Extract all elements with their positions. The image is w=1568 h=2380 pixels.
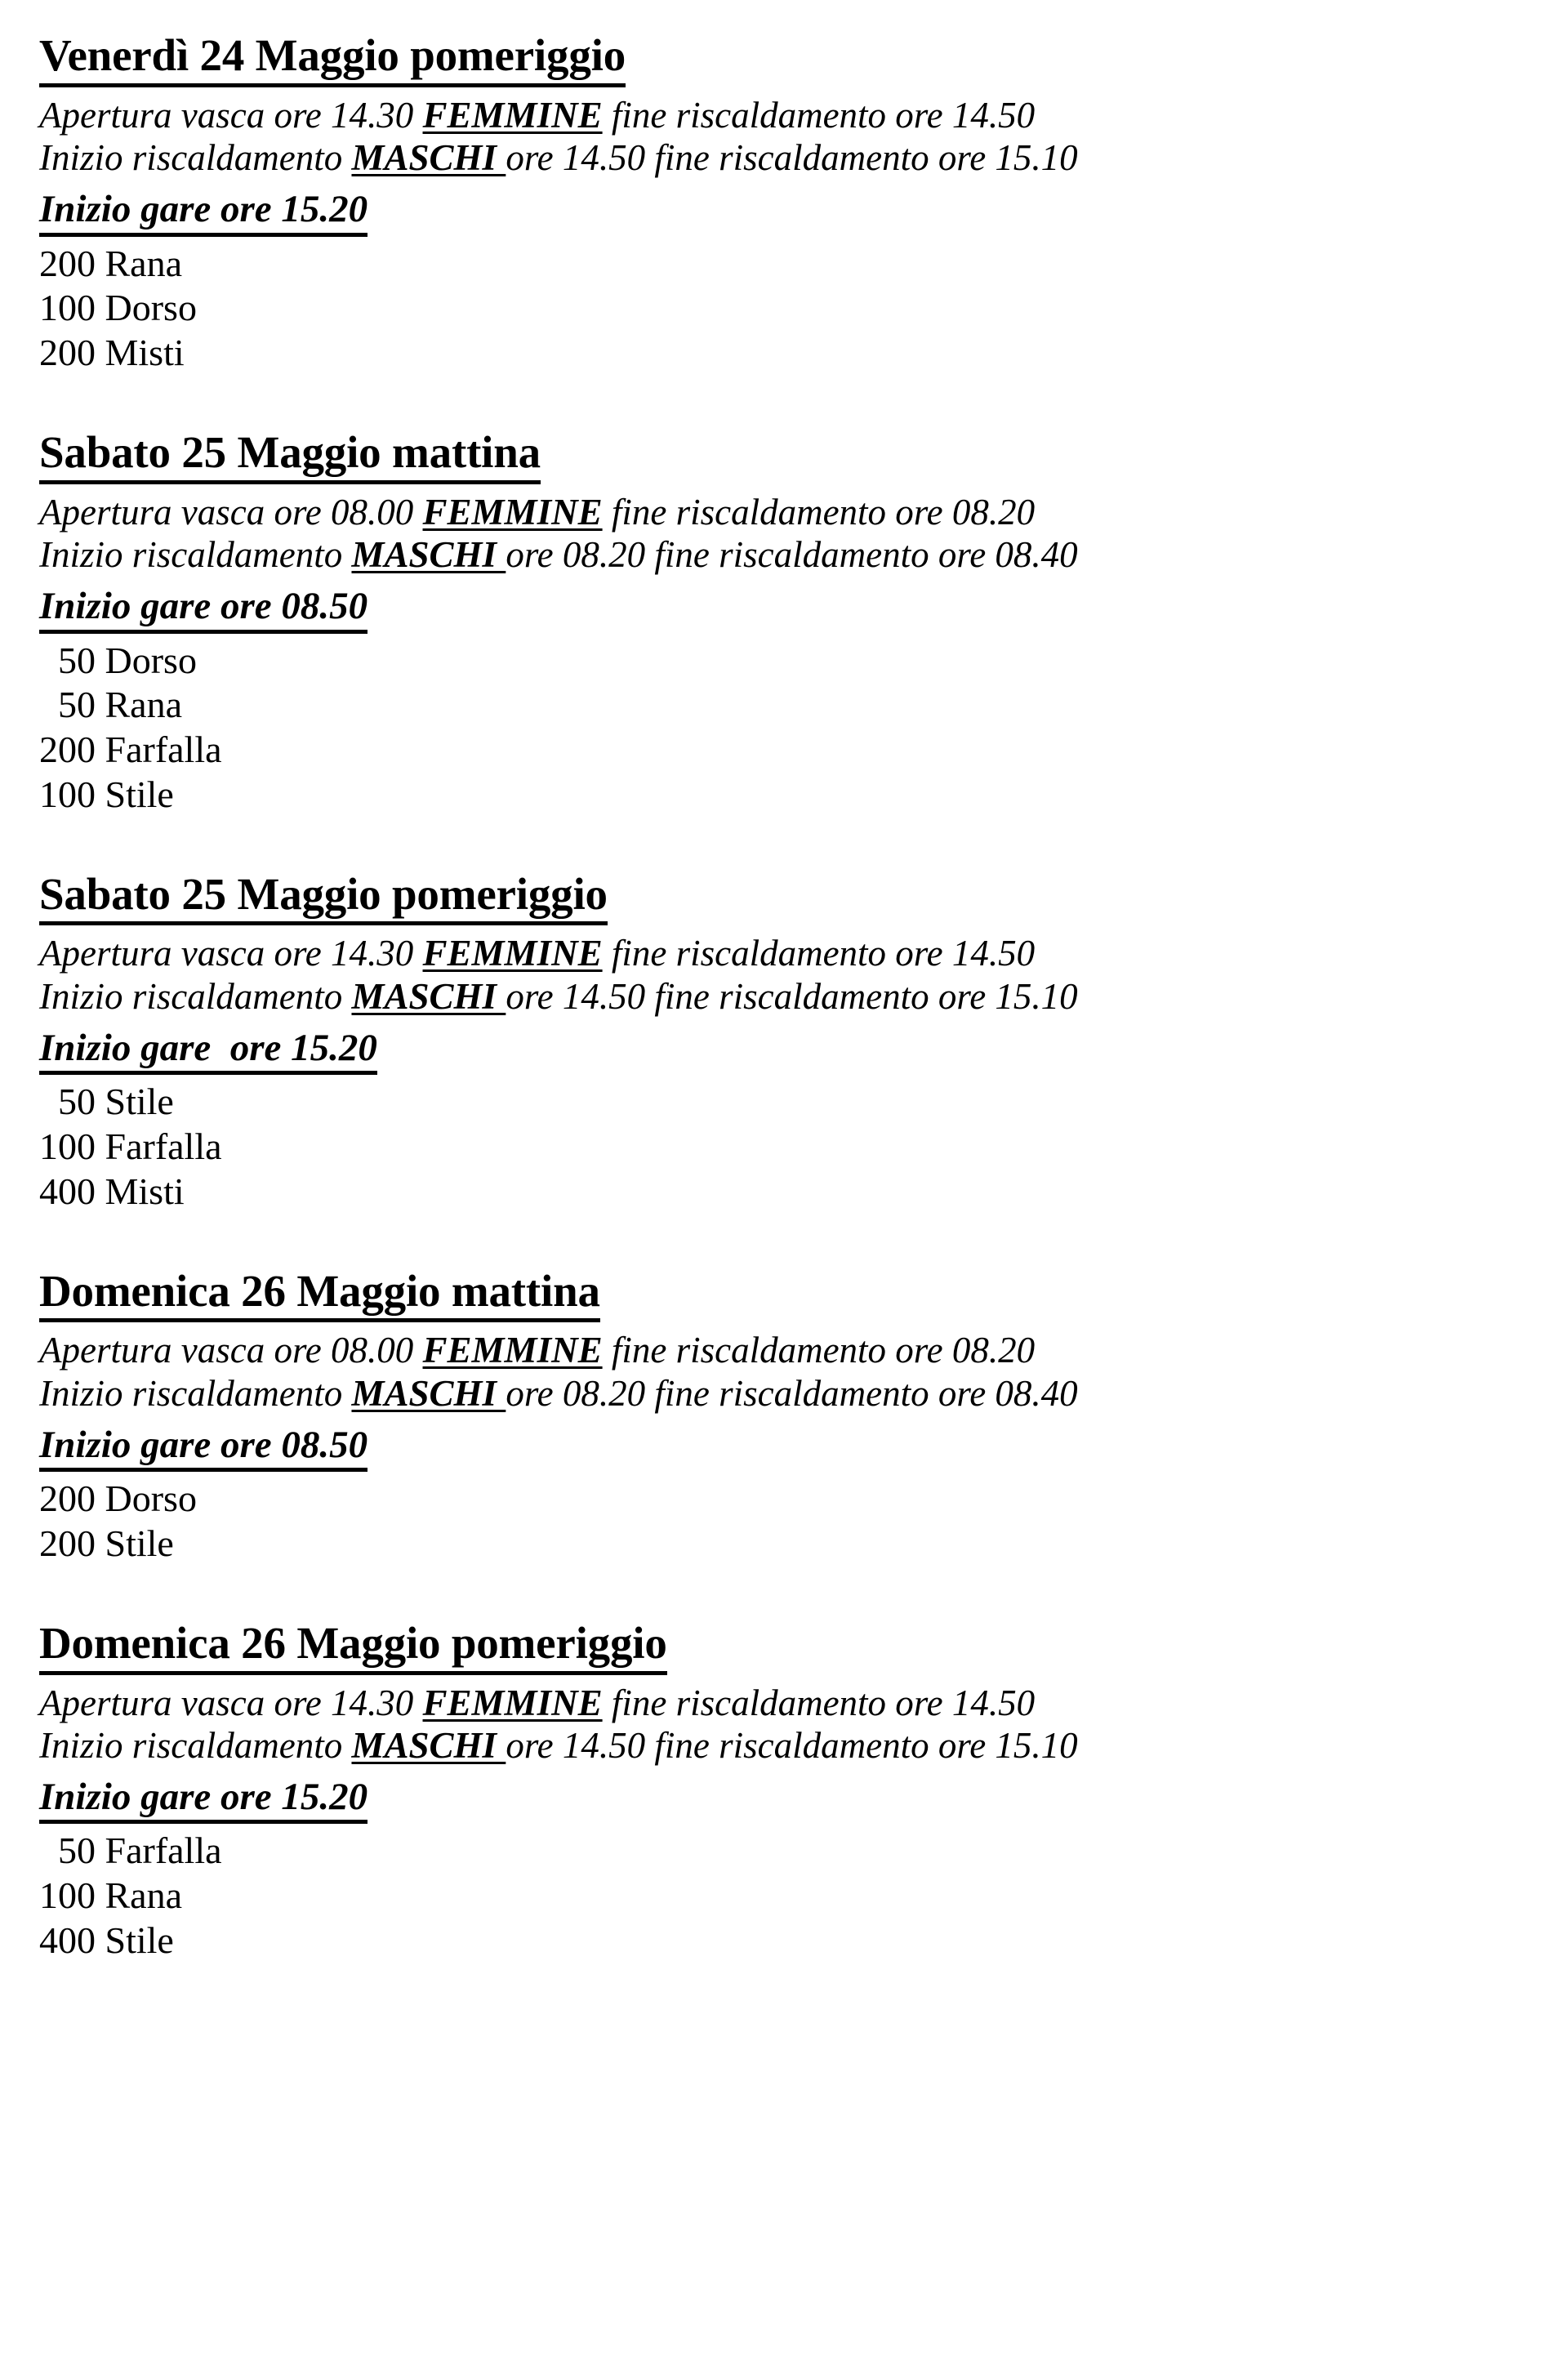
session-title: Sabato 25 Maggio mattina <box>39 426 541 484</box>
session-block <box>0 1617 1568 1963</box>
event-item: 100 Rana <box>39 1874 183 1917</box>
races-start-time: Inizio gare ore 15.20 <box>39 1775 368 1824</box>
event-item: 50 Farfalla <box>39 1830 222 1872</box>
pool-open-prefix: Apertura vasca ore 14.30 <box>39 933 423 974</box>
warmup-suffix: ore 08.20 fine riscaldamento ore 08.40 <box>506 534 1078 575</box>
session-title: Sabato 25 Maggio pomeriggio <box>39 868 608 926</box>
races-start-time: Inizio gare ore 15.20 <box>39 187 368 236</box>
event-item: 50 Stile <box>39 1081 174 1123</box>
male-warmup-line <box>39 1724 1568 1767</box>
event-list <box>0 639 1568 818</box>
start-time-row <box>0 1023 1568 1076</box>
pool-open-prefix: Apertura vasca ore 08.00 <box>39 491 423 533</box>
male-category-label: MASCHI <box>351 137 506 179</box>
session-title-row <box>0 1617 1568 1677</box>
start-time-row <box>0 184 1568 238</box>
pool-open-line <box>39 491 1568 533</box>
session-title: Domenica 26 Maggio mattina <box>39 1265 600 1323</box>
session-block <box>0 29 1568 376</box>
session-title-row <box>0 29 1568 89</box>
session-title: Domenica 26 Maggio pomeriggio <box>39 1617 667 1675</box>
event-item: 400 Misti <box>39 1170 185 1212</box>
event-item: 100 Stile <box>39 773 174 815</box>
warmup-suffix: ore 14.50 fine riscaldamento ore 15.10 <box>506 975 1078 1017</box>
pool-open-line <box>39 94 1568 136</box>
session-title-row <box>0 868 1568 928</box>
pool-open-suffix: fine riscaldamento ore 14.50 <box>602 94 1036 136</box>
event-item: 100 Dorso <box>39 287 197 329</box>
session-block <box>0 868 1568 1215</box>
event-list <box>0 1829 1568 1963</box>
event-item: 200 Farfalla <box>39 729 222 771</box>
warmup-suffix: ore 08.20 fine riscaldamento ore 08.40 <box>506 1372 1078 1414</box>
warmup-suffix: ore 14.50 fine riscaldamento ore 15.10 <box>506 1724 1078 1766</box>
start-time-row <box>0 581 1568 635</box>
start-time-row <box>0 1772 1568 1825</box>
sessions-list <box>0 29 1568 1963</box>
event-item: 400 Stile <box>39 1919 174 1961</box>
pool-open-suffix: fine riscaldamento ore 14.50 <box>602 933 1036 974</box>
warmup-prefix: Inizio riscaldamento <box>39 534 352 575</box>
session-title: Venerdì 24 Maggio pomeriggio <box>39 29 626 87</box>
races-start-time: Inizio gare ore 08.50 <box>39 584 368 633</box>
female-category-label: FEMMINE <box>422 94 603 136</box>
male-warmup-line <box>39 136 1568 179</box>
warmup-prefix: Inizio riscaldamento <box>39 1724 352 1766</box>
male-warmup-line <box>39 533 1568 576</box>
session-block <box>0 1265 1568 1567</box>
warmup-prefix: Inizio riscaldamento <box>39 137 352 179</box>
pool-open-line <box>39 1682 1568 1724</box>
session-block <box>0 426 1568 818</box>
session-title-row <box>0 426 1568 486</box>
event-list <box>0 1477 1568 1566</box>
event-item: 200 Stile <box>39 1522 174 1564</box>
races-start-time: Inizio gare ore 15.20 <box>39 1026 377 1075</box>
event-item: 50 Rana <box>39 684 183 726</box>
event-item: 100 Farfalla <box>39 1125 222 1168</box>
female-category-label: FEMMINE <box>422 933 603 974</box>
male-warmup-line <box>39 1372 1568 1415</box>
male-warmup-line <box>39 975 1568 1018</box>
event-item: 50 Dorso <box>39 639 197 681</box>
female-category-label: FEMMINE <box>422 491 603 533</box>
female-category-label: FEMMINE <box>422 1682 603 1723</box>
start-time-row <box>0 1420 1568 1473</box>
event-list <box>0 1080 1568 1214</box>
pool-open-suffix: fine riscaldamento ore 08.20 <box>602 1330 1036 1371</box>
male-category-label: MASCHI <box>351 534 506 575</box>
session-title-row <box>0 1265 1568 1325</box>
male-category-label: MASCHI <box>351 975 506 1017</box>
male-category-label: MASCHI <box>351 1724 506 1766</box>
male-category-label: MASCHI <box>351 1372 506 1414</box>
pool-open-prefix: Apertura vasca ore 14.30 <box>39 1682 423 1723</box>
pool-open-line <box>39 932 1568 974</box>
pool-open-line <box>39 1329 1568 1371</box>
warmup-suffix: ore 14.50 fine riscaldamento ore 15.10 <box>506 137 1078 179</box>
warmup-prefix: Inizio riscaldamento <box>39 975 352 1017</box>
races-start-time: Inizio gare ore 08.50 <box>39 1423 368 1472</box>
event-item: 200 Misti <box>39 332 185 374</box>
event-item: 200 Dorso <box>39 1477 197 1520</box>
pool-open-suffix: fine riscaldamento ore 14.50 <box>602 1682 1036 1723</box>
event-item: 200 Rana <box>39 242 183 284</box>
pool-open-suffix: fine riscaldamento ore 08.20 <box>602 491 1036 533</box>
pool-open-prefix: Apertura vasca ore 08.00 <box>39 1330 423 1371</box>
event-list <box>0 242 1568 376</box>
pool-open-prefix: Apertura vasca ore 14.30 <box>39 94 423 136</box>
warmup-prefix: Inizio riscaldamento <box>39 1372 352 1414</box>
female-category-label: FEMMINE <box>422 1330 603 1371</box>
